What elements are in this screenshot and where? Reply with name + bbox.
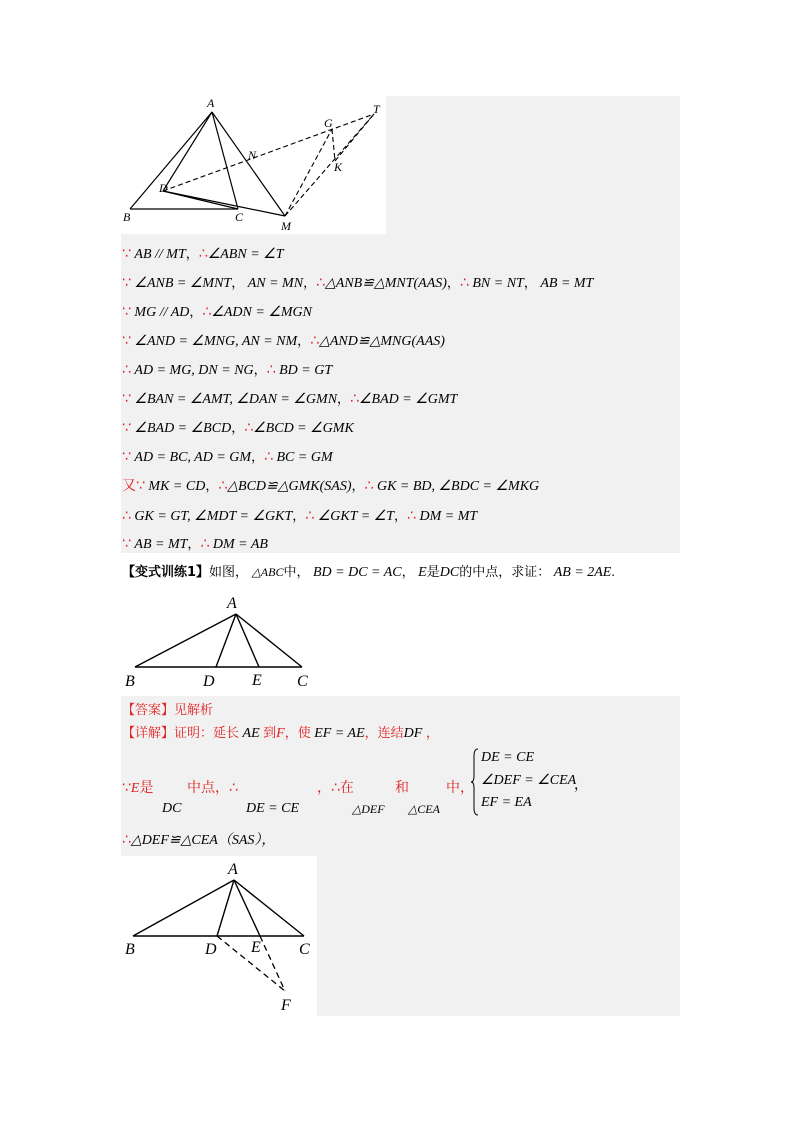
proof-line-10: ∴ GK = GT, ∠MDT = ∠GKT，∴ ∠GKT = ∠T，∴ DM = MT xyxy=(122,508,478,524)
proof-line-2: ∵ ∠ANB = ∠MNT， AN = MN，∴△ANB≌△MNT(AAS)，∴ BN = NT， AB = MT xyxy=(122,275,594,291)
system-eq-1: DE = CE xyxy=(481,750,534,765)
fig3-label-B: B xyxy=(125,941,135,958)
fig3-label-F: F xyxy=(281,997,291,1014)
proof-line-3: ∵ MG // AD，∴∠ADN = ∠MGN xyxy=(122,304,312,320)
answer-line: 【答案】见解析 xyxy=(122,703,214,718)
fig3-label-C: C xyxy=(299,941,310,958)
fig1-label-A: A xyxy=(207,96,215,110)
proof-line-11: ∵ AB = MT，∴ DM = AB xyxy=(122,536,268,552)
fig3-label-D: D xyxy=(205,941,217,958)
fig1-label-N: N xyxy=(248,148,257,162)
proof-line-5: ∴ AD = MG, DN = NG，∴ BD = GT xyxy=(122,362,333,378)
system-end-comma: ， xyxy=(574,777,588,793)
figure-3 xyxy=(121,856,317,1016)
because-tri2: △CEA xyxy=(408,802,440,816)
system-eq-2: ∠DEF = ∠CEA xyxy=(481,773,577,788)
congruence-line: ∴△DEF≌△CEA（SAS）， xyxy=(122,832,276,848)
fig2-label-C: C xyxy=(297,673,308,690)
proof-line-1: ∵ AB // MT，∴∠ABN = ∠T xyxy=(122,246,284,262)
figure-2 xyxy=(121,590,321,692)
because-tri1: △DEF xyxy=(352,802,385,816)
because-DECE: DE = CE xyxy=(246,801,299,816)
fig1-label-D: D xyxy=(159,181,168,195)
proof-line-6: ∵ ∠BAN = ∠AMT, ∠DAN = ∠GMN，∴∠BAD = ∠GMT xyxy=(122,391,458,407)
fig3-label-A: A xyxy=(228,861,238,878)
fig2-label-D: D xyxy=(203,673,215,690)
system-brace xyxy=(471,748,479,816)
because-zhong: 中， xyxy=(446,780,474,796)
proof-line-7: ∵ ∠BAD = ∠BCD，∴∠BCD = ∠GMK xyxy=(122,420,354,436)
fig2-label-B: B xyxy=(125,673,135,690)
variant-problem: 【变式训练1】如图， △ABC中， BD = DC = AC， E是DC的中点，求证： AB = 2AE. xyxy=(122,565,615,580)
because-therefore2: ，∴在 xyxy=(317,780,354,796)
because-midpoint: 中点，∴ xyxy=(187,780,238,796)
proof-line-4: ∵ ∠AND = ∠MNG, AN = NM，∴△AND≌△MNG(AAS) xyxy=(122,333,445,349)
fig1-label-M: M xyxy=(281,219,291,233)
fig3-label-E: E xyxy=(251,939,261,956)
fig1-label-T: T xyxy=(373,102,380,116)
because-DC: DC xyxy=(162,801,182,816)
because-line-top: ∵E是 xyxy=(122,780,154,796)
figure-1 xyxy=(121,96,386,234)
fig1-label-C: C xyxy=(235,210,244,224)
fig1-label-K: K xyxy=(334,160,343,174)
fig2-label-E: E xyxy=(252,672,262,689)
fig1-label-B: B xyxy=(123,210,131,224)
fig2-label-A: A xyxy=(227,595,237,612)
system-eq-3: EF = EA xyxy=(481,795,532,810)
proof-line-9: 又∵ MK = CD，∴△BCD≌△GMK(SAS)，∴ GK = BD, ∠BDC = ∠MKG xyxy=(122,478,540,494)
proof-line-8: ∵ AD = BC, AD = GM，∴ BC = GM xyxy=(122,449,333,465)
fig1-label-G: G xyxy=(324,116,333,130)
detail-line: 【详解】证明：延长 AE 到F，使 EF = AE，连结DF ， xyxy=(122,726,439,741)
because-and: 和 xyxy=(395,780,409,796)
